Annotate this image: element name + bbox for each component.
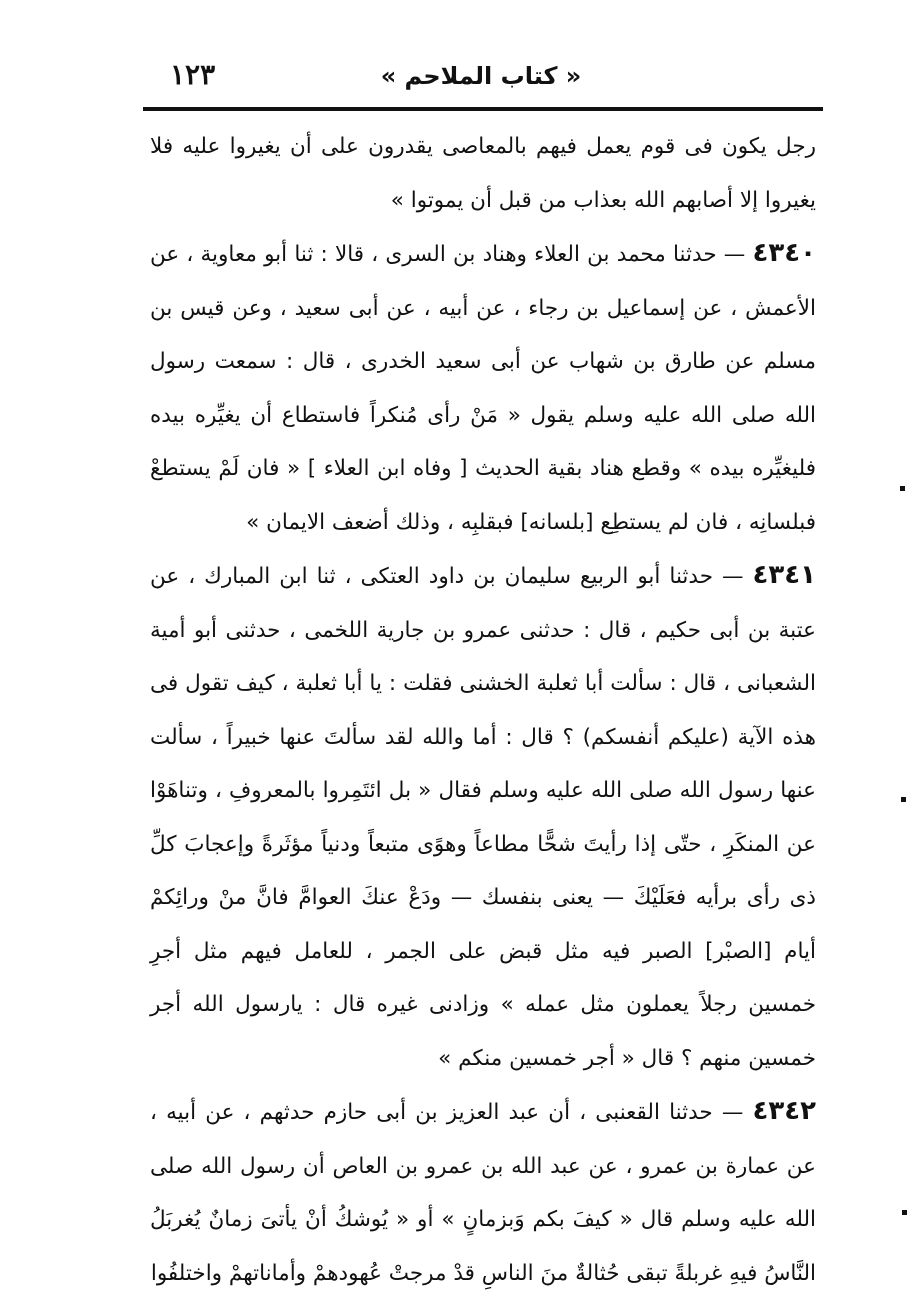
hadith-number: ٤٣٤٢ [752,1096,816,1126]
page-number: ١٢٣ [170,58,216,91]
page-header [140,52,822,98]
paragraph-text: — حدثنا القعنبى ، أن عبد العزيز بن أبى حازم حدثهم ، عن أبيه ، عن عمارة بن عمرو ، عن عبد الله بن عمرو بن العاص أن رسول الله صلى الله عليه وسلم قال « كيفَ بكم وَبزمانٍ » أو « يُوشكُ أنْ يأتىَ زمانٌ يُغربَلُ النَّاسُ فيهِ غربلةً تبقى حُثالةٌ منَ الناسِ قدْ مرجتْ عُهودهمْ وأماناتهمْ واختلفُوا [150,1100,816,1286]
margin-mark [902,1210,907,1215]
margin-mark [900,486,905,491]
paragraph-text: — حدثنا محمد بن العلاء وهناد بن السرى ، قالا : ثنا أبو معاوية ، عن الأعمش ، عن إسماعيل بن رجاء ، عن أبيه ، عن أبى سعيد ، وعن قيس بن مسلم عن طارق بن شهاب عن أبى سعيد الخدرى ، قال : سمعت رسول الله صلى الله عليه وسلم يقول « مَنْ رأى مُنكراً فاستطاع أن يغيِّره بيده فليغيِّره بيده » وقطع هناد بقية الحديث [ وفاه ابن العلاء ] « فان لَمْ يستطعْ فبلسانِه ، فان لم يستطِع [بلسانه] فبقلبِه ، وذلك أضعف الايمان » [150,242,816,535]
hadith-paragraph [150,227,816,549]
hadith-number: ٤٣٤١ [752,560,816,590]
hadith-paragraph [150,1085,816,1300]
page-body [150,120,816,1300]
paragraph-text: — حدثنا أبو الربيع سليمان بن داود العتكى ، ثنا ابن المبارك ، عن عتبة بن أبى حكيم ، قال : حدثنى عمرو بن جارية اللخمى ، حدثنى أبو أمية الشعبانى ، قال : سألت أبا ثعلبة الخشنى فقلت : يا أبا ثعلبة ، كيف تقول فى هذه الآية (عليكم أنفسكم) ؟ قال : أما والله لقد سألتَ عنها خبيراً ، سألت عنها رسول الله صلى الله عليه وسلم فقال « بل ائتَمِروا بالمعروفِ ، وتناهَوْا عن المنكَرِ ، حتّى إذا رأيتَ شحًّا مطاعاً وهوًى متبعاً ودنياً مؤثَرةً وإعجابَ كلِّ ذى رأى برأيه فعَلَيْكَ — يعنى بنفسك — ودَعْ عنكَ العوامَّ فانَّ منْ ورائِكمْ أيام [الصبْر] الصبر فيه مثل قبض على الجمر ، للعامل فيهم مثل أجرِ خمسين رجلاً يعملون مثل عمله » وزادنى غيره قال : يارسول الله أجر خمسين منهم ؟ قال « أجر خمسين منكم » [150,564,816,1071]
paragraph-text: رجل يكون فى قوم يعمل فيهم بالمعاصى يقدرون على أن يغيروا عليه فلا يغيروا إلا أصابهم الله بعذاب من قبل أن يموتوا » [150,134,816,213]
header-rule [143,107,823,111]
paragraph [150,120,816,227]
hadith-number: ٤٣٤٠ [752,238,816,268]
margin-mark [901,797,906,802]
running-title: « كتاب الملاحم » [380,62,582,90]
hadith-paragraph [150,549,816,1085]
